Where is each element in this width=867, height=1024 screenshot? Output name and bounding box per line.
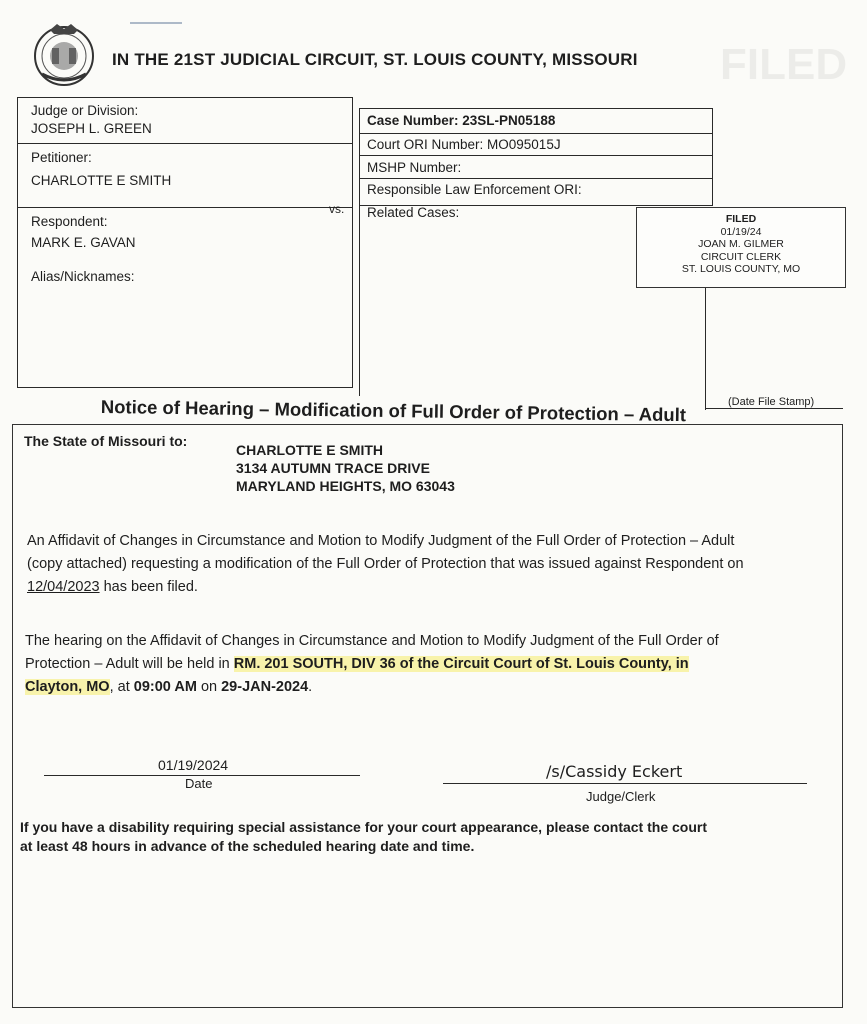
hearing-date: 29-JAN-2024 [221, 679, 309, 695]
para2-line2-start: Protection – Adult will be held in [25, 656, 234, 672]
para2-line1: The hearing on the Affidavit of Changes in Circumstance and Motion to Modify Judgment of the Full Order of [25, 633, 719, 649]
notice-body-box [12, 424, 843, 1008]
addressee-city: MARYLAND HEIGHTS, MO 63043 [236, 478, 455, 494]
respondent-value: MARK E. GAVAN [31, 235, 136, 250]
addressee-street: 3134 AUTUMN TRACE DRIVE [236, 460, 430, 476]
hearing-paragraph [25, 630, 837, 699]
case-number: Case Number: 23SL-PN05188 [367, 113, 556, 128]
missouri-seal-icon [30, 20, 98, 88]
para2-end: . [308, 679, 313, 695]
mshp-number-label: MSHP Number: [367, 160, 462, 175]
hearing-city: Clayton, MO [25, 679, 110, 695]
filed-stamp [636, 207, 846, 288]
law-enforcement-ori-label: Responsible Law Enforcement ORI: [367, 182, 582, 197]
clerk-signature: /s/Cassidy Eckert [546, 762, 683, 781]
hearing-time: 09:00 AM [133, 679, 197, 695]
signature-date-label: Date [185, 776, 213, 791]
alias-label: Alias/Nicknames: [31, 269, 135, 284]
disability-notice [20, 818, 707, 856]
disability-line2: at least 48 hours in advance of the scheduled hearing date and time. [20, 838, 475, 854]
para1-line1: An Affidavit of Changes in Circumstance and Motion to Modify Judgment of the Full Order of Protection – Adult [27, 533, 735, 549]
related-cases-label: Related Cases: [367, 205, 460, 220]
petitioner-value: CHARLOTTE E SMITH [31, 173, 172, 188]
stamp-county: ST. LOUIS COUNTY, MO [681, 263, 801, 275]
scan-mark [130, 22, 182, 24]
stamp-date: 01/19/24 [720, 225, 762, 238]
bleed-through-filed: FILED [720, 40, 848, 89]
versus-label: vs. [329, 202, 345, 216]
court-header-title: IN THE 21ST JUDICIAL CIRCUIT, ST. LOUIS COUNTY, MISSOURI [112, 50, 638, 69]
judge-clerk-label: Judge/Clerk [586, 789, 656, 804]
affidavit-paragraph [27, 530, 837, 599]
state-to-label: The State of Missouri to: [24, 433, 188, 449]
addressee-name: CHARLOTTE E SMITH [236, 442, 383, 458]
order-issue-date: 12/04/2023 [27, 579, 100, 595]
addressee-block [236, 441, 455, 495]
respondent-label: Respondent: [31, 214, 108, 229]
date-file-stamp-label: (Date File Stamp) [728, 396, 815, 408]
signature-date-value: 01/19/2024 [158, 757, 229, 773]
disability-line1: If you have a disability requiring special assistance for your court appearance, please contact the court [20, 819, 707, 835]
para2-at: , at [109, 679, 134, 695]
para2-on: on [196, 679, 222, 695]
notice-title: Notice of Hearing – Modification of Full Order of Protection – Adult [100, 396, 687, 426]
court-ori-number: Court ORI Number: MO095015J [367, 137, 561, 152]
stamp-clerk-name: JOAN M. GILMER [698, 238, 784, 250]
petitioner-label: Petitioner: [31, 150, 92, 165]
judge-value: JOSEPH L. GREEN [31, 121, 152, 136]
judge-label: Judge or Division: [31, 103, 139, 118]
para1-line2: (copy attached) requesting a modification of the Full Order of Protection that was issued against Respondent on [27, 556, 744, 572]
hearing-location: RM. 201 SOUTH, DIV 36 of the Circuit Court of St. Louis County, in [233, 656, 689, 672]
para1-end: has been filed. [99, 579, 198, 595]
stamp-clerk-title: CIRCUIT CLERK [700, 250, 782, 263]
stamp-filed: FILED [725, 213, 757, 225]
